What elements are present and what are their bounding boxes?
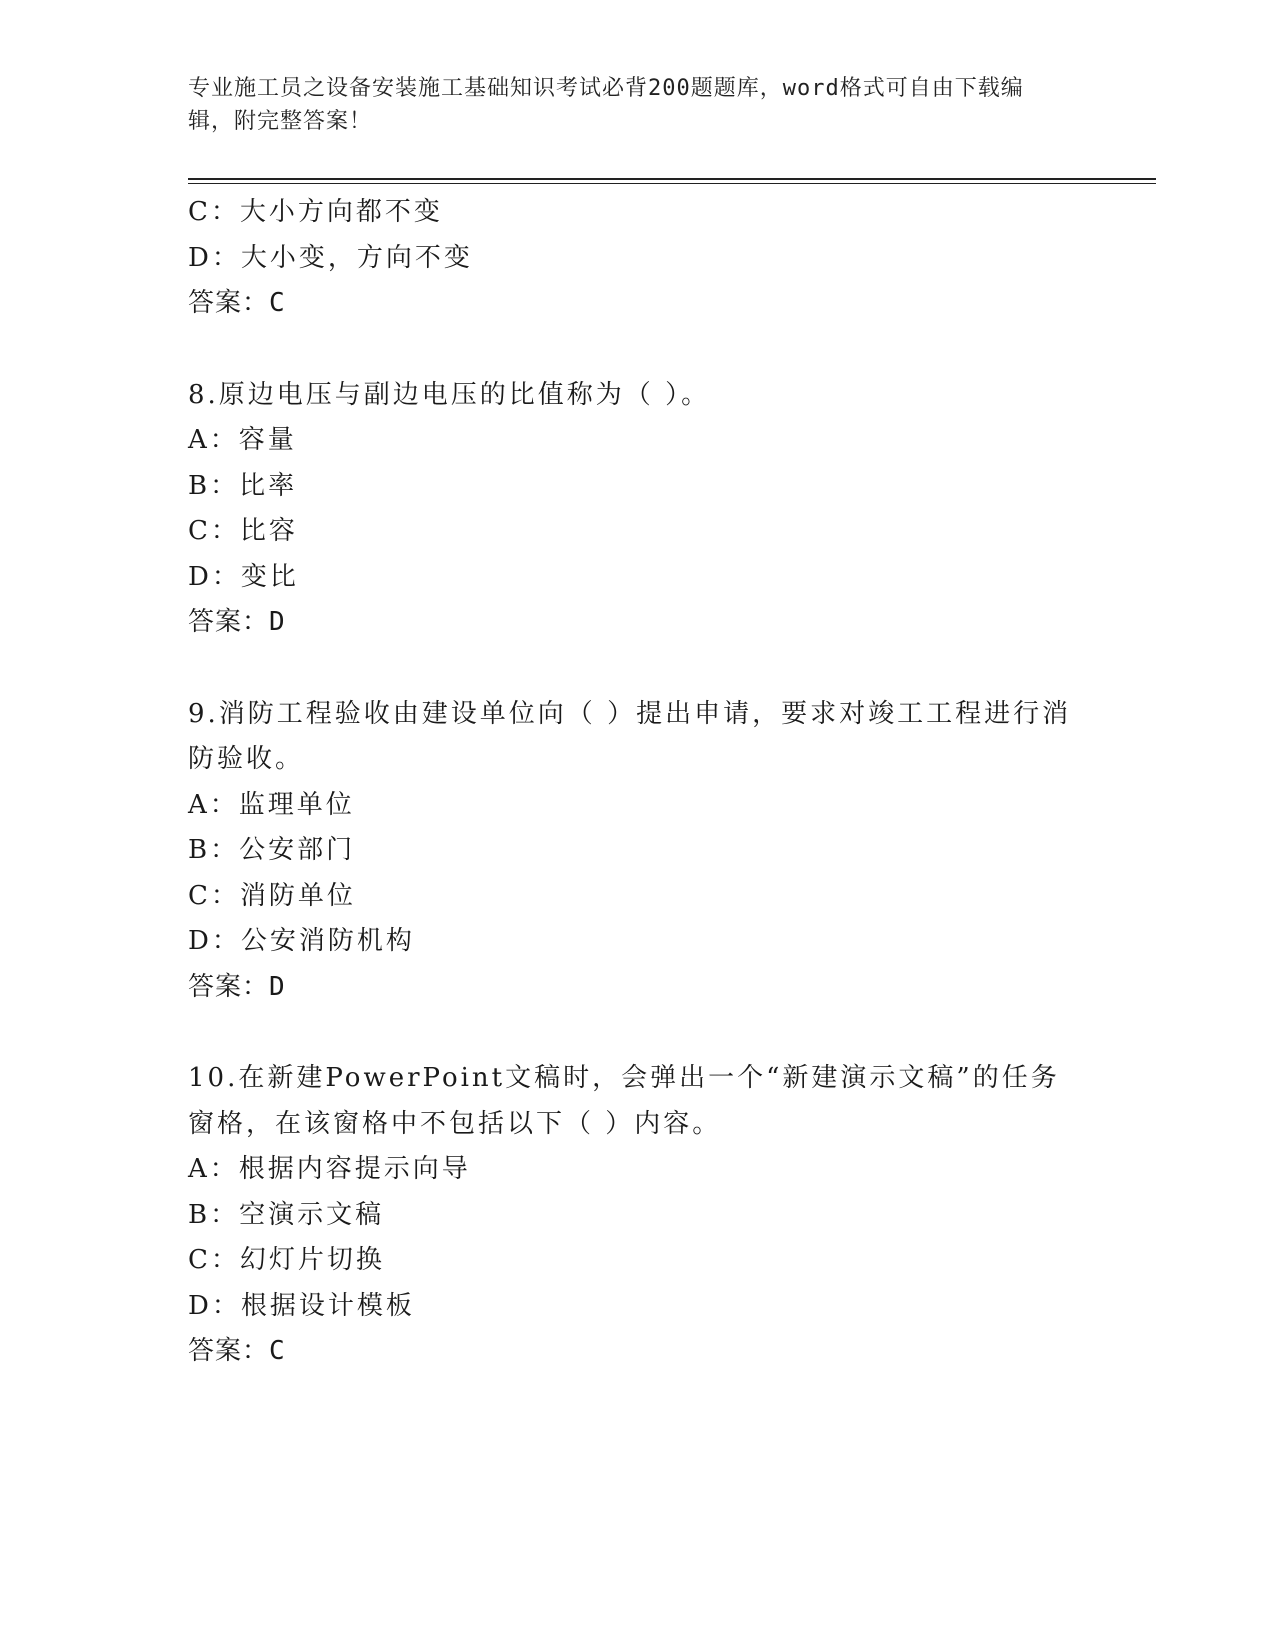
- answer-line: 答案：C: [188, 288, 286, 318]
- spacer: [188, 1010, 1088, 1056]
- option-b: B：公安部门: [188, 835, 356, 865]
- option-d: D：大小变，方向不变: [188, 242, 473, 273]
- option-a: A：监理单位: [188, 789, 355, 820]
- question-text: 9.消防工程验收由建设单位向（ ）提出申请，要求对竣工工程进行消防验收。: [188, 698, 1072, 774]
- option-d: D：公安消防机构: [188, 926, 415, 956]
- question-list: [188, 190, 1088, 1375]
- header-divider-thick: [188, 178, 1156, 180]
- question-block-10: [188, 1056, 1088, 1375]
- option-b: B：比率: [188, 470, 298, 501]
- option-c: C：比容: [188, 516, 298, 546]
- question-block-8: [188, 373, 1088, 646]
- question-text: 8.原边电压与副边电压的比值称为（ ）。: [188, 379, 711, 410]
- option-c: C：消防单位: [188, 880, 356, 911]
- answer-line: 答案：C: [188, 1336, 286, 1366]
- question-text: 10.在新建PowerPoint文稿时，会弹出一个“新建演示文稿”的任务窗格，在该窗格中不包括以下（ ）内容。: [188, 1063, 1060, 1139]
- spacer: [188, 327, 1088, 373]
- option-d: D：根据设计模板: [188, 1290, 415, 1321]
- document-header: [188, 72, 1068, 138]
- question-block-7-continued: [188, 190, 1088, 327]
- header-title: 专业施工员之设备安装施工基础知识考试必背200题题库，word格式可自由下载编辑，附完整答案！: [188, 76, 1024, 134]
- option-a: A：根据内容提示向导: [188, 1154, 471, 1184]
- answer-line: 答案：D: [188, 607, 286, 637]
- option-c: C：幻灯片切换: [188, 1245, 385, 1275]
- option-a: A：容量: [188, 425, 297, 455]
- option-c: C：大小方向都不变: [188, 197, 443, 227]
- question-block-9: [188, 692, 1088, 1011]
- option-b: B：空演示文稿: [188, 1199, 385, 1230]
- answer-line: 答案：D: [188, 971, 286, 1002]
- option-d: D：变比: [188, 561, 299, 592]
- header-divider-thin: [188, 183, 1156, 184]
- spacer: [188, 646, 1088, 692]
